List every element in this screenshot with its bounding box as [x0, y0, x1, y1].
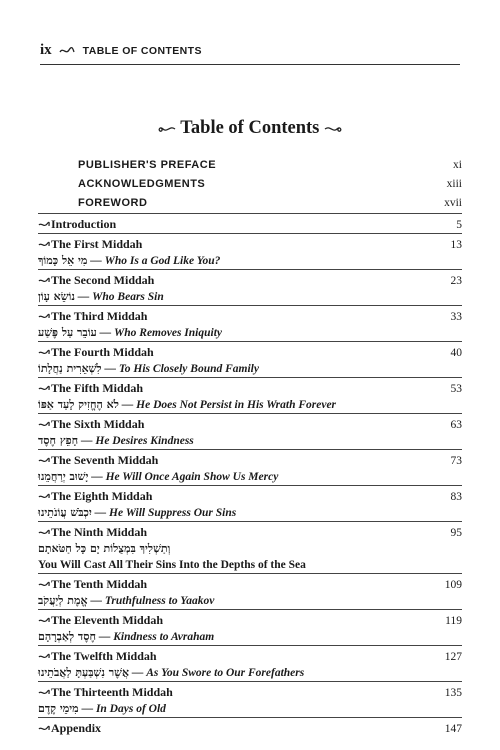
leaf-ornament-icon: [38, 385, 50, 393]
entry-hebrew: לִשְׁאֵרִית נַחֲלָתוֹ: [38, 362, 102, 375]
running-title: TABLE OF CONTENTS: [82, 44, 202, 57]
running-head: [40, 42, 202, 59]
leaf-ornament-icon: [38, 493, 50, 501]
leaf-ornament-icon: [38, 349, 50, 357]
entry-subtitle-text: — He Does Not Persist in His Wrath Forever: [118, 399, 337, 411]
entry-title-text: Appendix: [51, 721, 102, 735]
entry-subtitle-text: — Who Bears Sin: [74, 291, 164, 303]
leaf-ornament-icon: [38, 457, 50, 465]
entry-title: [38, 217, 116, 232]
entry-page: 53: [450, 382, 462, 395]
toc-entry[interactable]: [38, 377, 462, 413]
entry-title: [38, 309, 147, 324]
entry-hebrew: וְתַשְׁלִיךְ בִּמְצֻלוֹת יָם כָּל חַטֹּאתָם: [38, 542, 171, 555]
toc-entry[interactable]: [38, 269, 462, 305]
toc-entry[interactable]: [38, 341, 462, 377]
entry-hebrew: חֶסֶד לְאַבְרָהָם: [38, 630, 96, 643]
entry-hebrew: נוֹשֵׂא עָוֹן: [38, 290, 75, 303]
entry-title-text: The Third Middah: [51, 309, 148, 323]
entry-subtitle-text: — Who Is a God Like You?: [87, 255, 221, 267]
entry-hebrew: יִכְבֹּשׁ עֲוֹנֹתֵינוּ: [38, 506, 92, 519]
entry-title: [38, 721, 101, 736]
entry-title: [38, 577, 147, 592]
toc-entry[interactable]: [38, 681, 462, 717]
entry-title-text: The Fifth Middah: [51, 381, 144, 395]
entry-subtitle-text: — He Will Once Again Show Us Mercy: [88, 471, 279, 483]
entry-hebrew: יָשׁוּב יְרַחֲמֵנוּ: [38, 470, 89, 483]
entry-hebrew: אֱמֶת לְיַעֲקֹב: [38, 594, 88, 607]
front-matter-page: xi: [453, 158, 462, 171]
entry-title: [38, 453, 158, 468]
entry-page: 13: [450, 238, 462, 251]
toc-entry[interactable]: [38, 213, 462, 233]
toc-heading: [0, 118, 500, 139]
entry-subtitle: [38, 253, 462, 269]
leaf-ornament-icon: [38, 221, 50, 229]
entry-title: [38, 613, 163, 628]
entry-hebrew: עוֹבֵר עַל פֶּשַׁע: [38, 326, 97, 339]
entry-hebrew: חָפֵץ חֶסֶד: [38, 434, 79, 447]
entry-subtitle: [38, 593, 462, 609]
entry-title: [38, 345, 154, 360]
entry-hebrew: אֲשֶׁר נִשְׁבַּעְתָּ לַאֲבֹתֵינוּ: [38, 666, 130, 679]
toc-entry[interactable]: [38, 413, 462, 449]
leaf-ornament-icon: [38, 725, 50, 733]
right-flourish-icon: [324, 124, 344, 134]
entry-subtitle-text: — As You Swore to Our Forefathers: [129, 667, 305, 679]
entry-title: [38, 649, 157, 664]
entry-page: 109: [444, 578, 462, 591]
entry-hebrew: מִימֵי קֶדֶם: [38, 702, 79, 715]
entry-hebrew: לֹא הֶחֱזִיק לָעַד אַפּוֹ: [38, 398, 119, 411]
entry-page: 119: [445, 614, 462, 627]
front-matter-label: PUBLISHER'S PREFACE: [78, 158, 217, 171]
entry-subtitle: [38, 325, 462, 341]
toc-entry[interactable]: [38, 645, 462, 681]
entry-title: [38, 273, 154, 288]
entry-page: 5: [456, 218, 462, 231]
entry-subtitle: [38, 361, 462, 377]
entry-title: [38, 685, 173, 700]
entry-title-text: Introduction: [51, 217, 117, 231]
front-matter-label: ACKNOWLEDGMENTS: [78, 177, 206, 190]
entry-title-text: The Eleventh Middah: [51, 613, 164, 627]
entry-subtitle: [38, 505, 462, 521]
toc-entry[interactable]: [38, 717, 462, 737]
entry-title: [38, 525, 147, 540]
entry-subtitle: [38, 397, 462, 413]
entry-subtitle-line2: You Will Cast All Their Sins Into the Depths of the Sea: [38, 559, 306, 571]
entry-subtitle: [38, 433, 462, 449]
entry-hebrew: מִי אֵל כָּמוֹךָ: [38, 254, 88, 267]
entry-subtitle-text: — Kindness to Avraham: [96, 631, 215, 643]
leaf-ornament-icon: [38, 241, 50, 249]
entry-page: 63: [450, 418, 462, 431]
leaf-ornament-icon: [38, 313, 50, 321]
front-matter-page: xvii: [444, 196, 462, 209]
entry-subtitle-text: — He Will Suppress Our Sins: [91, 507, 237, 519]
toc-entries: [38, 213, 462, 737]
entry-page: 95: [450, 526, 462, 539]
header-rule: [40, 64, 460, 65]
toc-entry[interactable]: [38, 485, 462, 521]
entry-title-text: The Seventh Middah: [51, 453, 159, 467]
toc-entry[interactable]: [38, 449, 462, 485]
toc-entry[interactable]: [38, 573, 462, 609]
entry-page: 73: [450, 454, 462, 467]
entry-title-text: The Twelfth Middah: [51, 649, 157, 663]
toc-entry[interactable]: [38, 305, 462, 341]
leaf-ornament-icon: [38, 689, 50, 697]
entry-title: [38, 417, 144, 432]
entry-subtitle-text: — He Desires Kindness: [78, 435, 194, 447]
entry-page: 135: [444, 686, 462, 699]
entry-page: 147: [444, 722, 462, 735]
entry-title-text: The Sixth Middah: [51, 417, 145, 431]
front-matter-item[interactable]: [78, 193, 462, 212]
entry-title: [38, 489, 152, 504]
entry-subtitle-text: — Who Removes Iniquity: [96, 327, 223, 339]
entry-title: [38, 381, 143, 396]
entry-page: 23: [450, 274, 462, 287]
entry-title-text: The Second Middah: [51, 273, 155, 287]
entry-subtitle: [38, 701, 462, 717]
leaf-ornament-icon: [38, 617, 50, 625]
toc-title-text: Table of Contents: [180, 118, 320, 138]
leaf-ornament-icon: [38, 653, 50, 661]
entry-title-text: The Eighth Middah: [51, 489, 153, 503]
entry-title-text: The Ninth Middah: [51, 525, 148, 539]
entry-title: [38, 237, 142, 252]
entry-title-text: The Thirteenth Middah: [51, 685, 173, 699]
leaf-ornament-icon: [38, 529, 50, 537]
leaf-ornament-icon: [38, 581, 50, 589]
toc-entry[interactable]: [38, 609, 462, 645]
page-number: ix: [40, 42, 52, 58]
entry-page: 83: [450, 490, 462, 503]
entry-subtitle: [38, 665, 462, 681]
entry-subtitle-text: — In Days of Old: [78, 703, 166, 715]
toc-entry[interactable]: [38, 521, 462, 573]
toc-entry[interactable]: [38, 233, 462, 269]
leaf-ornament-icon: [38, 277, 50, 285]
entry-subtitle: [38, 541, 462, 557]
left-flourish-icon: [156, 124, 176, 134]
entry-title-text: The Fourth Middah: [51, 345, 154, 359]
entry-subtitle-text: — Truthfulness to Yaakov: [87, 595, 215, 607]
front-matter-item[interactable]: [78, 155, 462, 174]
front-matter-item[interactable]: [78, 174, 462, 193]
entry-page: 40: [450, 346, 462, 359]
entry-subtitle-text: — To His Closely Bound Family: [101, 363, 259, 375]
entry-subtitle: [38, 289, 462, 305]
ornament-icon: [59, 46, 75, 56]
front-matter-list: [78, 155, 462, 212]
front-matter-page: xiii: [446, 177, 462, 190]
entry-subtitle: [38, 629, 462, 645]
leaf-ornament-icon: [38, 421, 50, 429]
entry-title-text: The Tenth Middah: [51, 577, 148, 591]
entry-page: 127: [444, 650, 462, 663]
entry-subtitle: [38, 469, 462, 485]
entry-page: 33: [450, 310, 462, 323]
front-matter-label: FOREWORD: [78, 196, 148, 209]
entry-title-text: The First Middah: [51, 237, 143, 251]
